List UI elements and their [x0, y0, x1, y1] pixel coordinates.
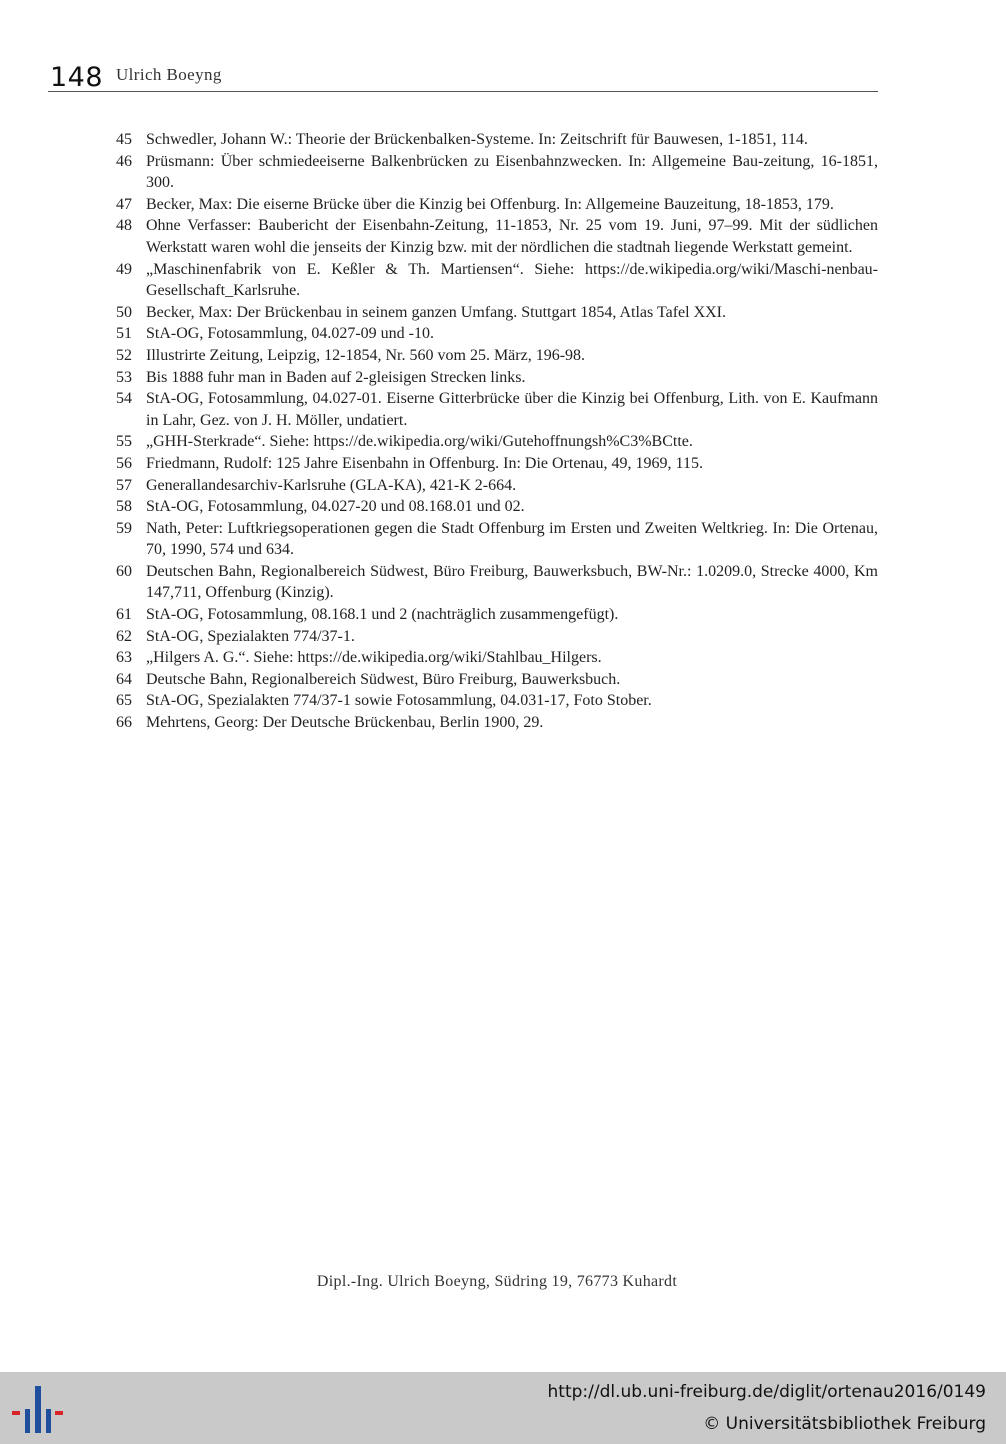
endnote-item — [116, 712, 878, 734]
footer-bar — [0, 1372, 1006, 1444]
endnote-number: 66 — [116, 714, 132, 732]
endnote-text: Illustrirte Zeitung, Leipzig, 12-1854, Nr. 560 vom 25. März, 196-98. — [146, 346, 586, 364]
endnote-text: Schwedler, Johann W.: Theorie der Brückenbalken-Systeme. In: Zeitschrift für Bauwesen, 1-1851, 114. — [146, 131, 808, 148]
endnote-item — [116, 561, 878, 604]
endnote-number: 65 — [116, 692, 132, 710]
endnote-number: 51 — [116, 325, 132, 343]
endnote-number: 61 — [116, 606, 132, 624]
endnote-item — [116, 453, 878, 475]
endnote-text: Mehrtens, Georg: Der Deutsche Brückenbau, Berlin 1900, 29. — [146, 714, 544, 732]
endnote-number: 52 — [116, 346, 132, 364]
copyright-notice: © Universitätsbibliothek Freiburg — [703, 1414, 986, 1434]
endnote-number: 57 — [116, 476, 132, 494]
endnote-text: Deutsche Bahn, Regionalbereich Südwest, Büro Freiburg, Bauwerksbuch. — [146, 670, 621, 688]
endnote-number: 45 — [116, 131, 132, 148]
endnote-text: StA-OG, Fotosammlung, 04.027-09 und -10. — [146, 325, 434, 343]
page-number: 148 — [50, 62, 104, 93]
endnote-text: Friedmann, Rudolf: 125 Jahre Eisenbahn in Offenburg. In: Die Ortenau, 49, 1969, 115. — [146, 454, 703, 472]
source-url-link[interactable]: http://dl.ub.uni-freiburg.de/diglit/ortenau2016/0149 — [547, 1382, 986, 1402]
endnote-number: 62 — [116, 627, 132, 645]
endnote-number: 55 — [116, 433, 132, 451]
endnote-text: Generallandesarchiv-Karlsruhe (GLA-KA), 421-K 2-664. — [146, 476, 517, 494]
endnote-text: Becker, Max: Die eiserne Brücke über die Kinzig bei Offenburg. In: Allgemeine Bauzeitung, 18-1853, 179. — [146, 195, 834, 213]
endnote-text: StA-OG, Fotosammlung, 04.027-01. Eiserne Gitterbrücke über die Kinzig bei Offenburg, Lith. von E. Kaufmann in Lahr, Gez. von J. H. Möller, undatiert. — [146, 390, 878, 429]
endnote-item — [116, 194, 878, 216]
endnote-text: StA-OG, Spezialakten 774/37-1 sowie Fotosammlung, 04.031-17, Foto Stober. — [146, 692, 652, 710]
endnote-item — [116, 215, 878, 258]
endnote-number: 48 — [116, 217, 132, 235]
endnote-item — [116, 496, 878, 518]
endnote-text: Prüsmann: Über schmiedeeiserne Balkenbrücken zu Eisenbahnzwecken. In: Allgemeine Bau-zeitung, 16-1851, 300. — [146, 152, 878, 192]
endnote-text: „Maschinenfabrik von E. Keßler & Th. Martiensen“. Siehe: https://de.wikipedia.org/wiki/Maschi-nenbau-Gesellschaft_Karlsruhe. — [146, 260, 878, 300]
endnote-item — [116, 647, 878, 669]
endnote-text: StA-OG, Spezialakten 774/37-1. — [146, 627, 355, 645]
endnote-item — [116, 367, 878, 389]
endnote-number: 46 — [116, 152, 132, 170]
endnote-text: „Hilgers A. G.“. Siehe: https://de.wikipedia.org/wiki/Stahlbau_Hilgers. — [146, 649, 602, 667]
endnote-number: 60 — [116, 562, 132, 580]
endnote-number: 56 — [116, 454, 132, 472]
endnote-text: Nath, Peter: Luftkriegsoperationen gegen die Stadt Offenburg im Ersten und Zweiten Weltkrieg. In: Die Ortenau, 70, 1990, 574 und 634. — [146, 519, 878, 559]
endnote-item — [116, 475, 878, 497]
endnote-number: 63 — [116, 649, 132, 667]
endnote-item — [116, 604, 878, 626]
endnote-number: 64 — [116, 670, 132, 688]
endnote-item — [116, 151, 878, 194]
endnote-number: 53 — [116, 368, 132, 386]
running-head: Ulrich Boeyng — [116, 65, 222, 84]
endnote-item — [116, 690, 878, 712]
endnote-text: StA-OG, Fotosammlung, 08.168.1 und 2 (nachträglich zusammengefügt). — [146, 606, 619, 624]
endnote-text: Becker, Max: Der Brückenbau in seinem ganzen Umfang. Stuttgart 1854, Atlas Tafel XXI. — [146, 303, 727, 321]
endnote-item — [116, 302, 878, 324]
endnote-text: StA-OG, Fotosammlung, 04.027-20 und 08.168.01 und 02. — [146, 498, 525, 516]
endnote-number: 47 — [116, 195, 132, 213]
endnote-text: Deutschen Bahn, Regionalbereich Südwest, Büro Freiburg, Bauwerksbuch, BW-Nr.: 1.0209.0, Strecke 4000, Km 147,711, Offenburg (Kinzig). — [146, 562, 878, 602]
endnote-text: „GHH-Sterkrade“. Siehe: https://de.wikipedia.org/wiki/Gutehoffnungsh%C3%BCtte. — [146, 433, 693, 451]
endnote-item — [116, 259, 878, 302]
page-header — [48, 58, 878, 92]
endnote-item — [116, 626, 878, 648]
endnote-item — [116, 669, 878, 691]
endnote-number: 50 — [116, 303, 132, 321]
endnote-text: Ohne Verfasser: Baubericht der Eisenbahn-Zeitung, 11-1853, Nr. 25 vom 19. Juni, 97–99. Mit der südlichen Werkstatt waren wohl die jenseits der Kinzig bzw. mit der nördlichen die stadtnah liegende Werkstatt gemeint. — [146, 217, 878, 256]
endnote-item — [116, 129, 878, 151]
endnote-item — [116, 388, 878, 431]
endnotes-list — [116, 129, 878, 734]
author-address: Dipl.-Ing. Ulrich Boeyng, Südring 19, 76773 Kuhardt — [316, 1273, 678, 1290]
endnote-item — [116, 323, 878, 345]
endnote-number: 59 — [116, 519, 132, 537]
ub-freiburg-logo-icon — [12, 1384, 64, 1436]
endnote-number: 54 — [116, 390, 132, 408]
endnote-number: 58 — [116, 498, 132, 516]
endnote-number: 49 — [116, 260, 132, 278]
endnote-item — [116, 431, 878, 453]
endnote-item — [116, 518, 878, 561]
endnote-text: Bis 1888 fuhr man in Baden auf 2-gleisigen Strecken links. — [146, 368, 526, 386]
endnote-item — [116, 345, 878, 367]
